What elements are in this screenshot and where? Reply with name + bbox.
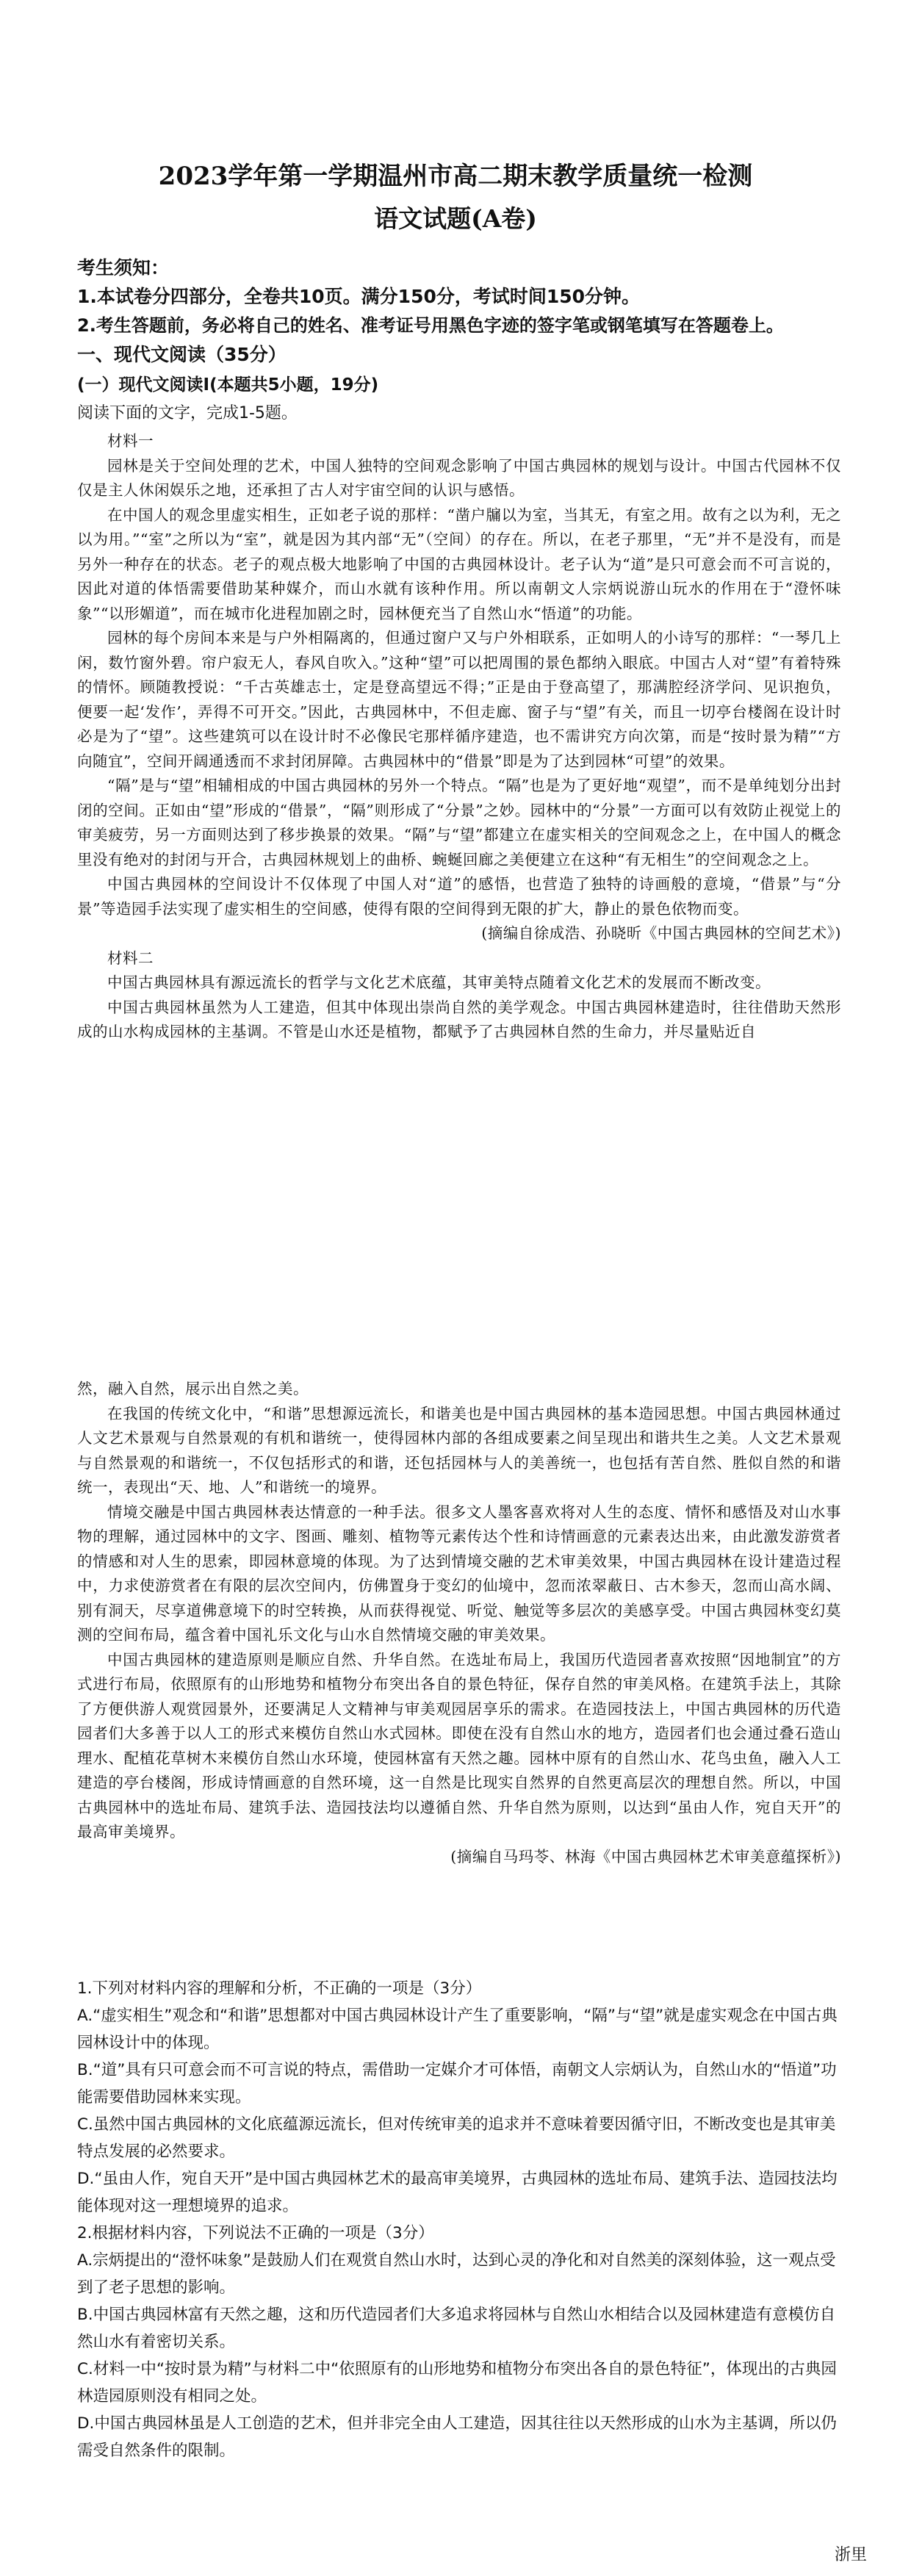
notice-heading: 考生须知：: [77, 257, 170, 278]
question-1-option-c: C.虽然中国古典园林的文化底蕴源远流长，但对传统审美的追求并不意味着要因循守旧，不断改变也是其审美特点发展的必然要求。: [77, 2115, 836, 2161]
material-1-paragraph: 园林是关于空间处理的艺术，中国人独特的空间观念影响了中国古典园林的规划与设计。中国古代园林不仅仅是主人休闲娱乐之地，还承担了古人对宇宙空间的认识与感悟。: [77, 456, 841, 499]
reading-instruction: 阅读下面的文字，完成1-5题。: [77, 404, 298, 422]
material-2-paragraph: 中国古典园林具有源远流长的哲学与文化艺术底蕴，其审美特点随着文化艺术的发展而不断改变。: [107, 974, 771, 991]
question-2-option-b: B.中国古典园林富有天然之趣，这和历代造园者们大多追求将园林与自然山水相结合以及园林建造有意模仿自然山水有着密切关系。: [77, 2306, 836, 2351]
material-1: [77, 429, 841, 1045]
question-2-option-d: D.中国古典园林虽是人工创造的艺术，但并非完全由人工建造，因其往往以天然形成的山水为主基调，所以仍需受自然条件的限制。: [77, 2414, 837, 2460]
material-1-paragraph: 中国古典园林的空间设计不仅体现了中国人对“道”的感悟，也营造了独特的诗画般的意境，“借景”与“分景”等造园手法实现了虚实相生的空间感，使得有限的空间得到无限的扩大，静止的景色依物而变。: [77, 875, 841, 918]
question-1-option-a: A.“虚实相生”观念和“和谐”思想都对中国古典园林设计产生了重要影响，“隔”与“望”就是虚实观念在中国古典园林设计中的体现。: [77, 2007, 838, 2052]
question-2-stem: 2.根据材料内容，下列说法不正确的一项是（3分）: [77, 2224, 434, 2242]
footer-watermark: 浙里: [834, 2546, 867, 2564]
material-2-source: (摘编自马玛苓、林海《中国古典园林艺术审美意蕴探析》): [450, 1847, 841, 1866]
section-heading: 一、现代文阅读（35分）: [77, 344, 287, 365]
material-2-paragraph: 在我国的传统文化中，“和谐”思想源远流长，和谐美也是中国古典园林的基本造园思想。中国古典园林通过人文艺术景观与自然景观的有机和谐统一，使得园林内部的各组成要素之间呈现出和谐共生之美。人文艺术景观与自然景观的和谐统一，不仅包括形式的和谐，还包括园林与人的美善统一，也包括有苦自然、胜似自然的和谐统一，表现出“天、地、人”和谐统一的境界。: [77, 1404, 841, 1496]
material-2-paragraph: 中国古典园林的建造原则是顺应自然、升华自然。在选址布局上，我国历代造园者喜欢按照“因地制宜”的方式进行布局，依照原有的山形地势和植物分布突出各自的景色特征，保存自然的审美风格。在建筑手法上，其除了方便供游人观赏园景外，还要满足人文精神与审美观园居享乐的需求。在造园技法上，中国古典园林的历代造园者们大多善于以人工的形式来模仿自然山水式园林。即使在没有自然山水的地方，造园者们也会通过叠石造山理水、配植花草树木来模仿自然山水环境，使园林富有天然之趣。园林中原有的自然山水、花鸟虫鱼，融入人工建造的亭台楼阁，形成诗情画意的自然环境，这一自然是比现实自然界的自然更高层次的理想自然。所以，中国古典园林中的选址布局、建筑手法、造园技法均以遵循自然、升华自然为原则，以达到“虽由人作，宛自天开”的最高审美境界。: [77, 1650, 841, 1841]
material-1-paragraph: “隔”是与“望”相辅相成的中国古典园林的另外一个特点。“隔”也是为了更好地“观望”，而不是单纯划分出封闭的空间。正如由“望”形成的“借景”，“隔”则形成了“分景”之妙。园林中的“分景”一方面可以有效防止视觉上的审美疲劳，另一方面则达到了移步换景的效果。“隔”与“望”都建立在虚实相关的空间观念之上，在中国人的概念里没有绝对的封闭与开合，古典园林规划上的曲桥、蜿蜒回廊之美便建立在这种“有无相生”的空间观念之上。: [77, 777, 841, 868]
question-2-option-c: C.材料一中“按时景为精”与材料二中“依照原有的山形地势和植物分布突出各自的景色特征”，体现出的古典园林造园原则没有相同之处。: [77, 2360, 837, 2406]
material-2-label: 材料二: [107, 949, 154, 967]
question-1-option-d: D.“虽由人作，宛自天开”是中国古典园林艺术的最高审美境界，古典园林的选址布局、建筑手法、造园技法均能体现对这一理想境界的追求。: [77, 2170, 838, 2215]
material-2-paragraph: 情境交融是中国古典园林表达情意的一种手法。很多文人墨客喜欢将对人生的态度、情怀和感悟及对山水事物的理解，通过园林中的文字、图画、雕刻、植物等元素传达个性和诗情画意的元素表达出来，由此激发游赏者的情感和对人生的思索，即园林意境的体现。为了达到情境交融的艺术审美效果，中国古典园林在设计建造过程中，力求使游赏者在有限的层次空间内，仿佛置身于变幻的仙境中，忽而浓翠蔽日、古木参天，忽而山高水阔、别有洞天，尽享道佛意境下的时空转换，从而获得视觉、听觉、触觉等多层次的美感享受。中国古典园林变幻莫测的空间布局，蕴含着中国礼乐文化与山水自然情境交融的审美效果。: [77, 1503, 841, 1644]
material-1-source: (摘编自徐成浩、孙晓昕《中国古典园林的空间艺术》): [481, 924, 841, 942]
notice-item-1: 1.本试卷分四部分，全卷共10页。满分150分，考试时间150分钟。: [77, 286, 641, 307]
question-1-stem: 1.下列对材料内容的理解和分析，不正确的一项是（3分）: [77, 1979, 482, 1998]
part-heading: (一）现代文阅读Ⅰ(本题共5小题，19分): [77, 375, 379, 395]
material-1-paragraph: 在中国人的观念里虚实相生，正如老子说的那样：“凿户牖以为室，当其无，有室之用。故有之以为利，无之以为用。”“室”之所以为“室”，就是因为其内部“无”（空间）的存在。所以，在老子那里，“无”并不是没有，而是另外一种存在的状态。老子的观点极大地影响了中国的古典园林设计。老子认为“道”是只可意会而不可言说的，因此对道的体悟需要借助某种媒介，而山水就有该种作用。所以南朝文人宗炳说游山玩水的作用在于“澄怀味象”“以形媚道”，而在城市化进程加剧之时，园林便充当了自然山水“悟道”的功能。: [77, 506, 841, 622]
material-2-paragraph: 然，融入自然，展示出自然之美。: [77, 1380, 309, 1397]
material-2-paragraph: 中国古典园林虽然为人工建造，但其中体现出崇尚自然的美学观念。中国古典园林建造时，往往借助天然形成的山水构成园林的主基调。不管是山水还是植物，都赋予了古典园林自然的生命力，并尽量贴近自: [77, 998, 841, 1040]
notice-item-2: 2.考生答题前，务必将自己的姓名、准考证号用黑色字迹的签字笔或钢笔填写在答题卷上。: [77, 315, 784, 336]
material-1-paragraph: 园林的每个房间本来是与户外相隔离的，但通过窗户又与户外相联系，正如明人的小诗写的那样：“一琴几上闲，数竹窗外碧。帘户寂无人，春风自吹入。”这种“望”可以把周围的景色都纳入眼底。中国古人对“望”有着特殊的情怀。顾随教授说：“千古英雄志士，定是登高望远不得；”正是由于登高望了，那满腔经济学问、见识抱负，便要一起‘发作’，弄得不可开交。”因此，古典园林中，不但走廊、窗子与“望”有关，而且一切亭台楼阁在设计时必是为了“望”。这些建筑可以在设计时不必像民宅那样循序建造，也不需讲究方向次第，而是“按时景为精”“方向随宜”，空间开阔通透而不求封闭屏障。古典园林中的“借景”即是为了达到园林“可望”的效果。: [77, 629, 841, 770]
material-2-continued: [77, 1377, 841, 1869]
exam-title: 2023学年第一学期温州市高二期末教学质量统一检测: [158, 162, 753, 191]
question-2-option-a: A.宗炳提出的“澄怀味象”是鼓励人们在观赏自然山水时，达到心灵的净化和对自然美的深刻体验，这一观点受到了老子思想的影响。: [77, 2251, 836, 2297]
question-1-option-b: B.“道”具有只可意会而不可言说的特点，需借助一定媒介才可体悟，南朝文人宗炳认为，自然山水的“悟道”功能需要借助园林来实现。: [77, 2061, 837, 2107]
exam-subtitle: 语文试题(A卷): [374, 204, 537, 233]
questions: [77, 1975, 841, 2464]
material-1-label: 材料一: [107, 432, 154, 450]
